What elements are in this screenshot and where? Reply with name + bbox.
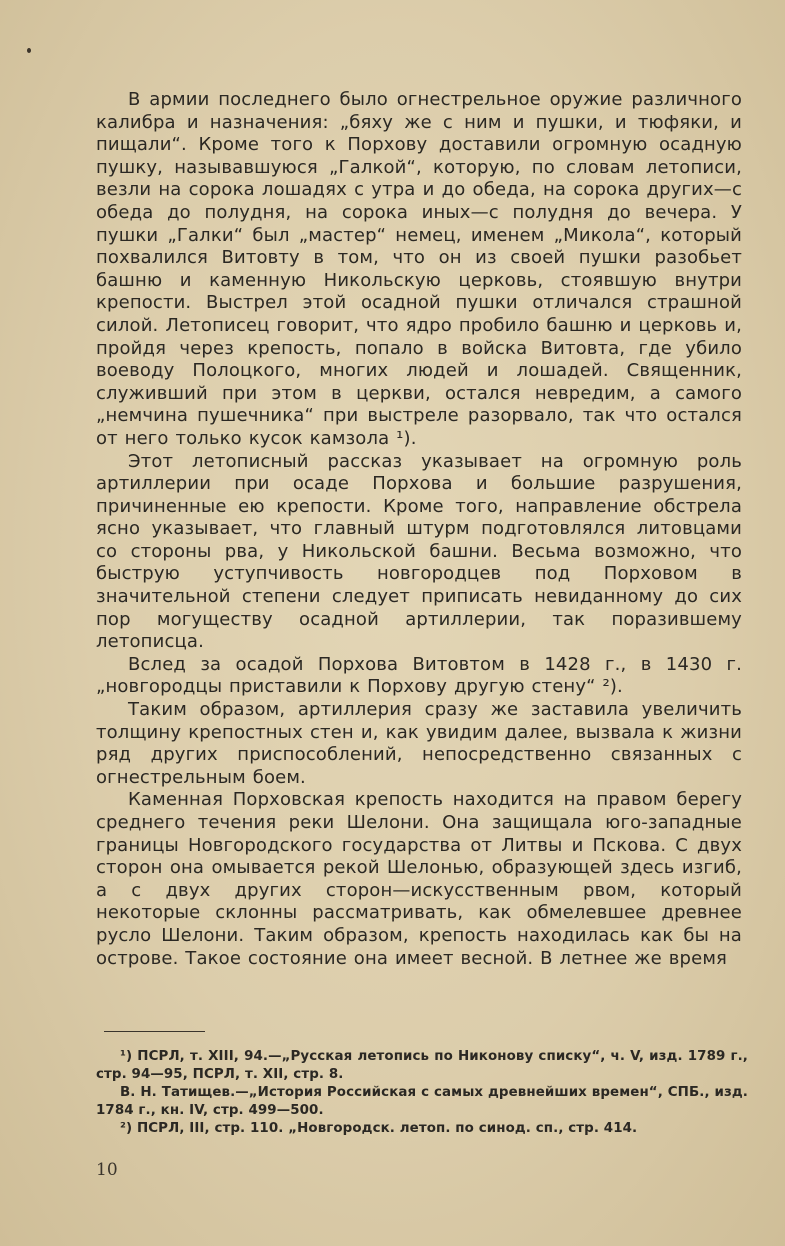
ink-speck xyxy=(27,48,31,53)
footnote-divider xyxy=(104,1031,205,1032)
main-text xyxy=(96,89,742,970)
paragraph-4: Таким образом, артиллерия сразу же заставила увеличить толщину крепостных стен и, как увидим далее, вызвала к жизни ряд других приспособлений, непосредственно связанных с огнестрельным боем. xyxy=(96,699,742,788)
paragraph-1: В армии последнего было огнестрельное оружие различного калибра и назначения: „бяху же с ним и пушки, и тюфяки, и пищали“. Кроме того к Порхову доставили огромную осадную пушку, называвшуюся „Галкой“, которую, по словам летописи, везли на сорока лошадях с утра и до обеда, на сорока других—с обеда до полудня, на сорока иных—с полудня до вечера. У пушки „Галки“ был „мастер“ немец, именем „Микола“, который похвалился Витовту в том, что он из своей пушки разобьет башню и каменную Никольскую церковь, стоявшую внутри крепости. Выстрел этой осадной пушки отличался страшной силой. Летописец говорит, что ядро пробило башню и церковь и, пройдя через крепость, попало в войска Витовта, где убило воеводу Полоцкого, многих людей и лошадей. Священник, служивший при этом в церкви, остался невредим, а самого „немчина пушечника“ при выстреле разорвало, так что остался от него только кусок камзола ¹). xyxy=(96,89,742,449)
page-number: 10 xyxy=(96,1160,118,1180)
footnotes xyxy=(96,1048,748,1138)
footnote-1: ¹) ПСРЛ, т. XIII, 94.—„Русская летопись по Никонову списку“, ч. V, изд. 1789 г., стр. 94—95, ПСРЛ, т. XII, стр. 8. xyxy=(96,1049,748,1082)
paragraph-3: Вслед за осадой Порхова Витовтом в 1428 г., в 1430 г. „новгородцы приставили к Порхову другую стену“ ²). xyxy=(96,653,742,698)
paragraph-2: Этот летописный рассказ указывает на огромную роль артиллерии при осаде Порхова и большие разрушения, причиненные ею крепости. Кроме того, направление обстрела ясно указывает, что главный штурм подготовлялся литовцами со стороны рва, у Никольской башни. Весьма возможно, что быструю уступчивость новгородцев под Порховом в значительной степени следует приписать невиданному до сих пор могуществу осадной артиллерии, так поразившему летописца. xyxy=(96,450,742,653)
footnote-2: ²) ПСРЛ, III, стр. 110. „Новгородск. летоп. по синод. сп., стр. 414. xyxy=(120,1121,638,1136)
footnote-1-continued: В. Н. Татищев.—„История Российская с самых древнейших времен“, СПБ., изд. 1784 г., кн. IV, стр. 499—500. xyxy=(96,1085,748,1118)
paragraph-5: Каменная Порховская крепость находится на правом берегу среднего течения реки Шелони. Она защищала юго-западные границы Новгородского государства от Литвы и Пскова. С двух сторон она омывается рекой Шелонью, образующей здесь изгиб, а с двух других сторон—искусственным рвом, который некоторые склонны рассматривать, как обмелевшее древнее русло Шелони. Таким образом, крепость находилась как бы на острове. Такое состояние она имеет весной. В летнее же время xyxy=(96,789,742,969)
